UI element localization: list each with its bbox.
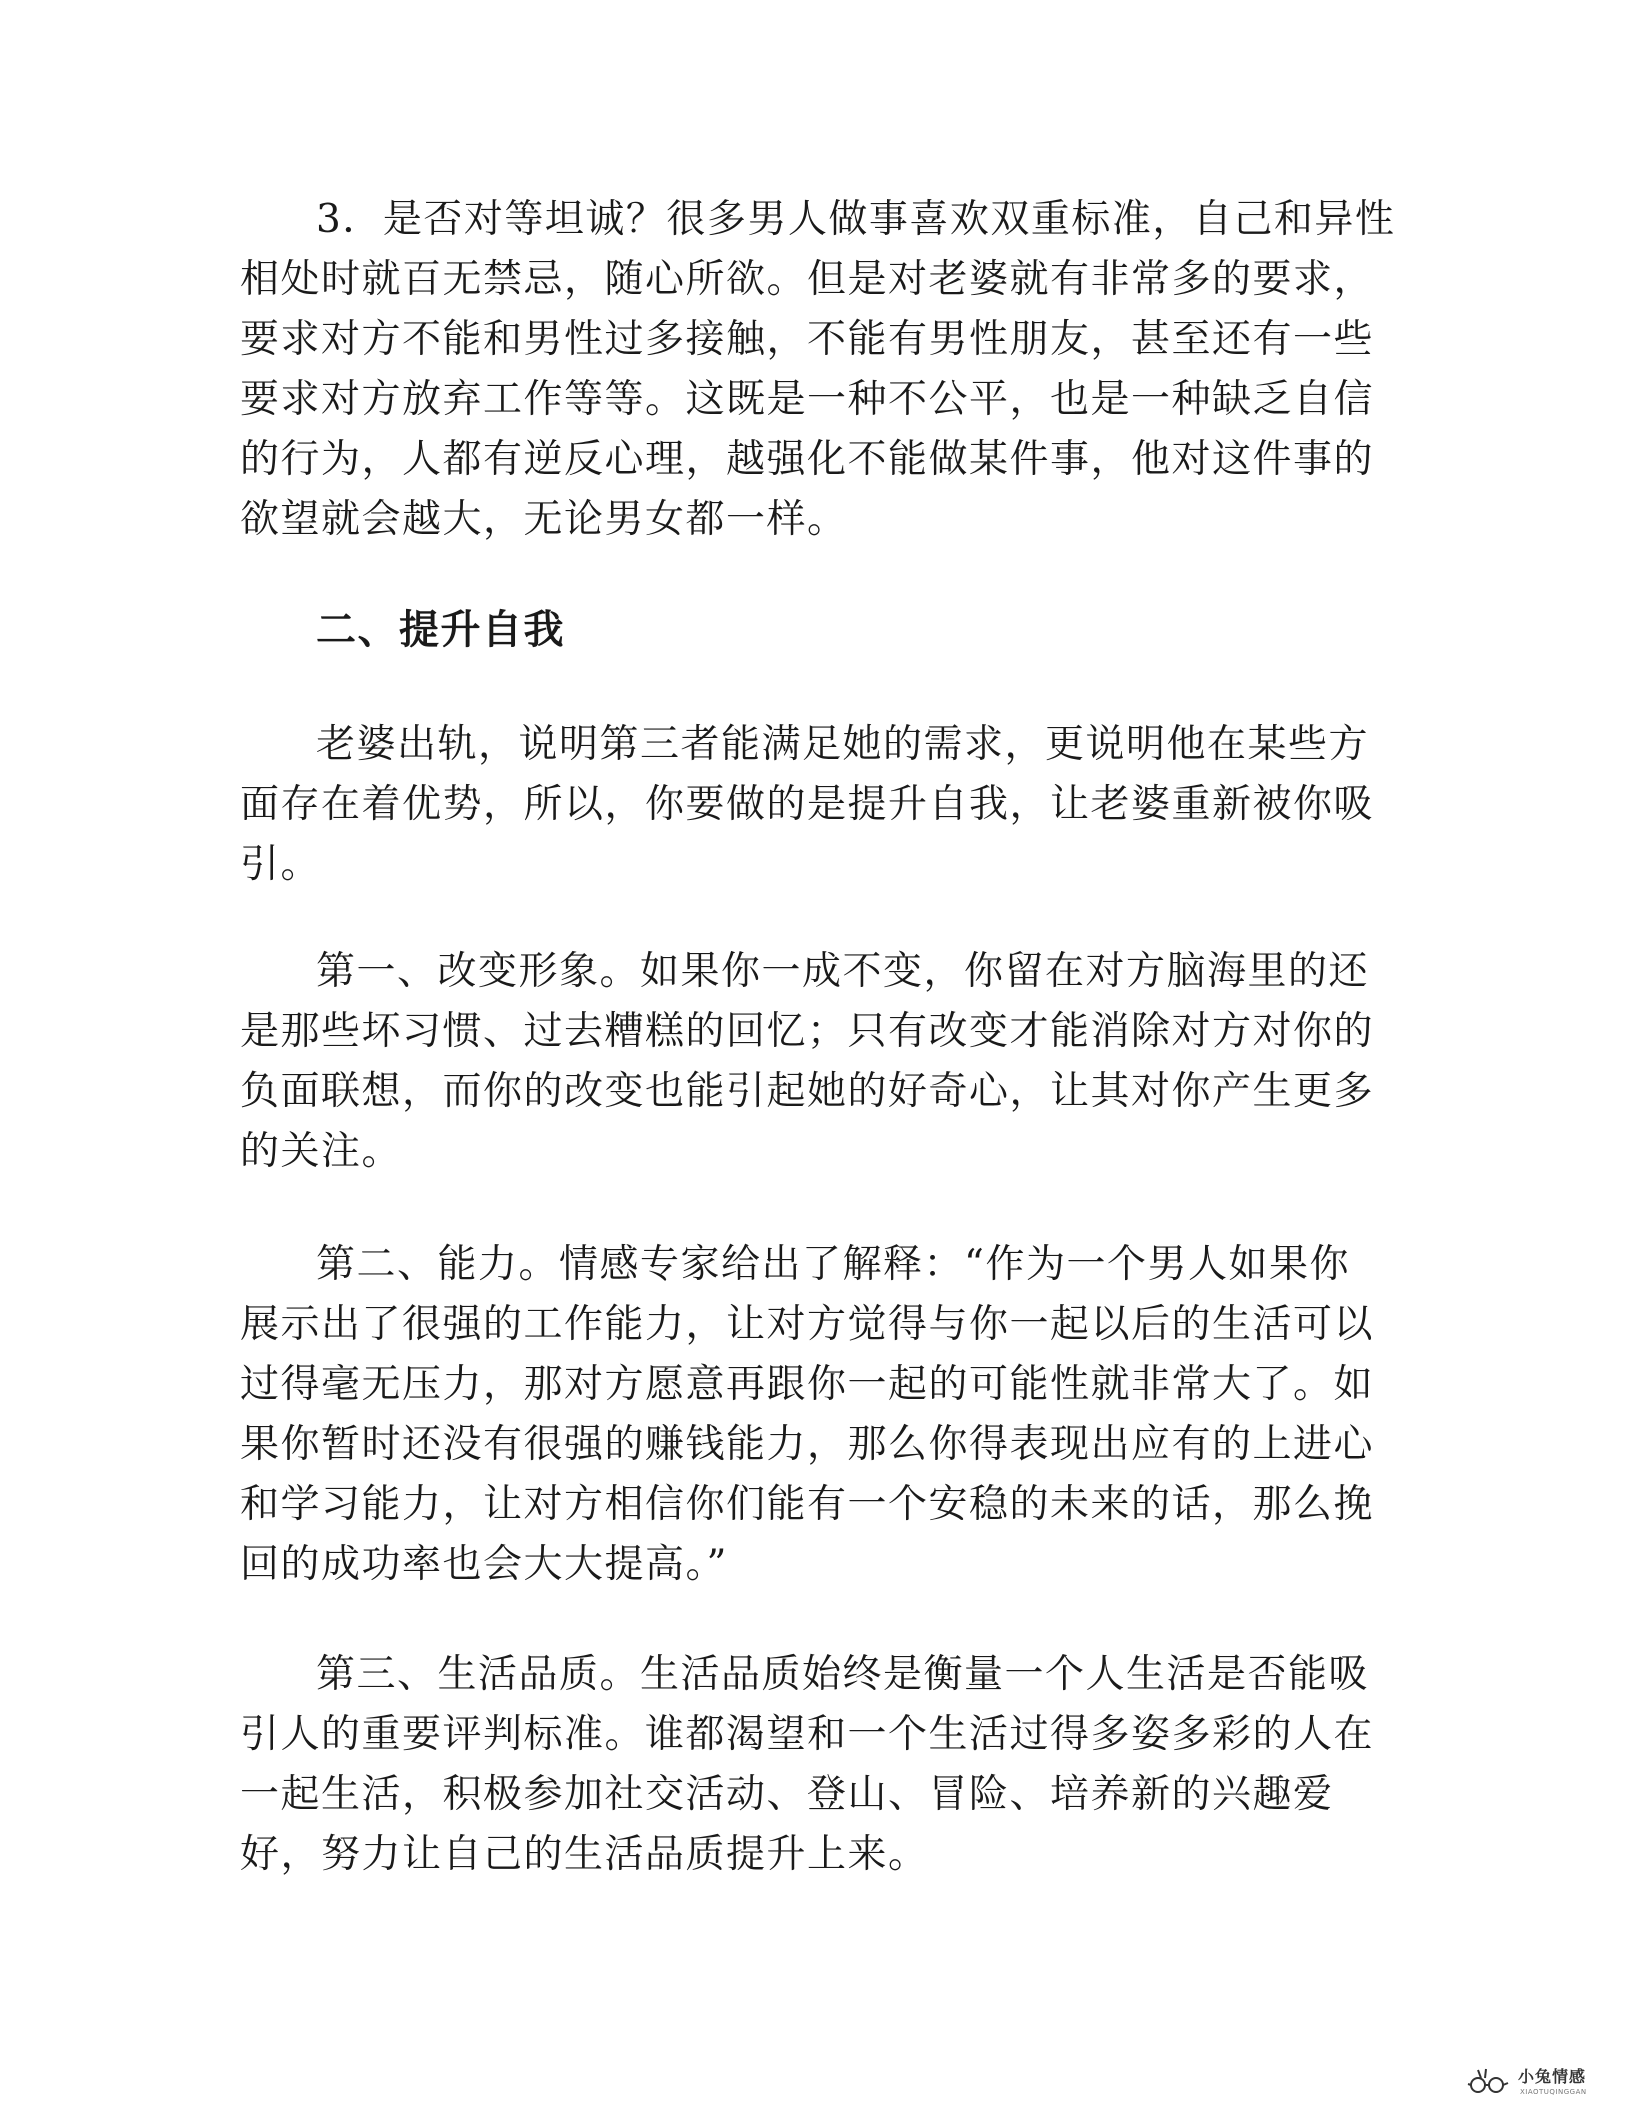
- text-line: 是那些坏习惯、过去糟糕的回忆；只有改变才能消除对方对你的: [240, 1009, 1375, 1054]
- text-line: 和学习能力，让对方相信你们能有一个安稳的未来的话，那么挽: [240, 1482, 1375, 1527]
- text-line: 老婆出轨，说明第三者能满足她的需求，更说明他在某些方: [316, 722, 1370, 767]
- text-line: 面存在着优势，所以，你要做的是提升自我，让老婆重新被你吸: [240, 782, 1375, 827]
- text-line: 回的成功率也会大大提高。”: [240, 1542, 728, 1587]
- watermark-logo: [1464, 2062, 1614, 2106]
- text-line: 好，努力让自己的生活品质提升上来。: [240, 1832, 929, 1877]
- text-line: 展示出了很强的工作能力，让对方觉得与你一起以后的生活可以: [240, 1302, 1375, 1347]
- text-line: 果你暂时还没有很强的赚钱能力，那么你得表现出应有的上进心: [240, 1422, 1375, 1467]
- text-line: 的行为，人都有逆反心理，越强化不能做某件事，他对这件事的: [240, 437, 1375, 482]
- text-line: 引人的重要评判标准。谁都渴望和一个生活过得多姿多彩的人在: [240, 1712, 1375, 1757]
- paragraph-double-standards: [240, 190, 1396, 550]
- text-line: 第三、生活品质。生活品质始终是衡量一个人生活是否能吸: [316, 1652, 1370, 1697]
- text-line: 欲望就会越大，无论男女都一样。: [240, 497, 848, 542]
- text-line: 要求对方放弃工作等等。这既是一种不公平，也是一种缺乏自信: [240, 377, 1375, 422]
- paragraph-change-image: [240, 942, 1375, 1182]
- text-line: 过得毫无压力，那对方愿意再跟你一起的可能性就非常大了。如: [240, 1362, 1375, 1407]
- text-line: 3．是否对等坦诚？很多男人做事喜欢双重标准，自己和异性: [316, 197, 1396, 242]
- text-line: 第一、改变形象。如果你一成不变，你留在对方脑海里的还: [316, 949, 1370, 994]
- paragraph-ability: [240, 1235, 1375, 1595]
- text-line: 相处时就百无禁忌，随心所欲。但是对老婆就有非常多的要求，: [240, 257, 1375, 302]
- text-line: 引。: [240, 842, 322, 887]
- paragraph-life-quality: [240, 1645, 1375, 1885]
- watermark-title: 小兔情感: [1518, 2067, 1587, 2086]
- text-line: 的关注。: [240, 1129, 403, 1174]
- text-line: 要求对方不能和男性过多接触，不能有男性朋友，甚至还有一些: [240, 317, 1375, 362]
- paragraph-self-improvement: [240, 715, 1375, 895]
- watermark-subtitle: XIAOTUQINGGAN: [1520, 2088, 1587, 2096]
- section-heading: 二、提升自我: [316, 606, 565, 653]
- text-line: 负面联想，而你的改变也能引起她的好奇心，让其对你产生更多: [240, 1069, 1375, 1114]
- text-line: 一起生活，积极参加社交活动、登山、冒险、培养新的兴趣爱: [240, 1772, 1334, 1817]
- rabbit-glasses-icon: [1464, 2068, 1516, 2096]
- text-line: 第二、能力。情感专家给出了解释：“作为一个男人如果你: [316, 1242, 1350, 1287]
